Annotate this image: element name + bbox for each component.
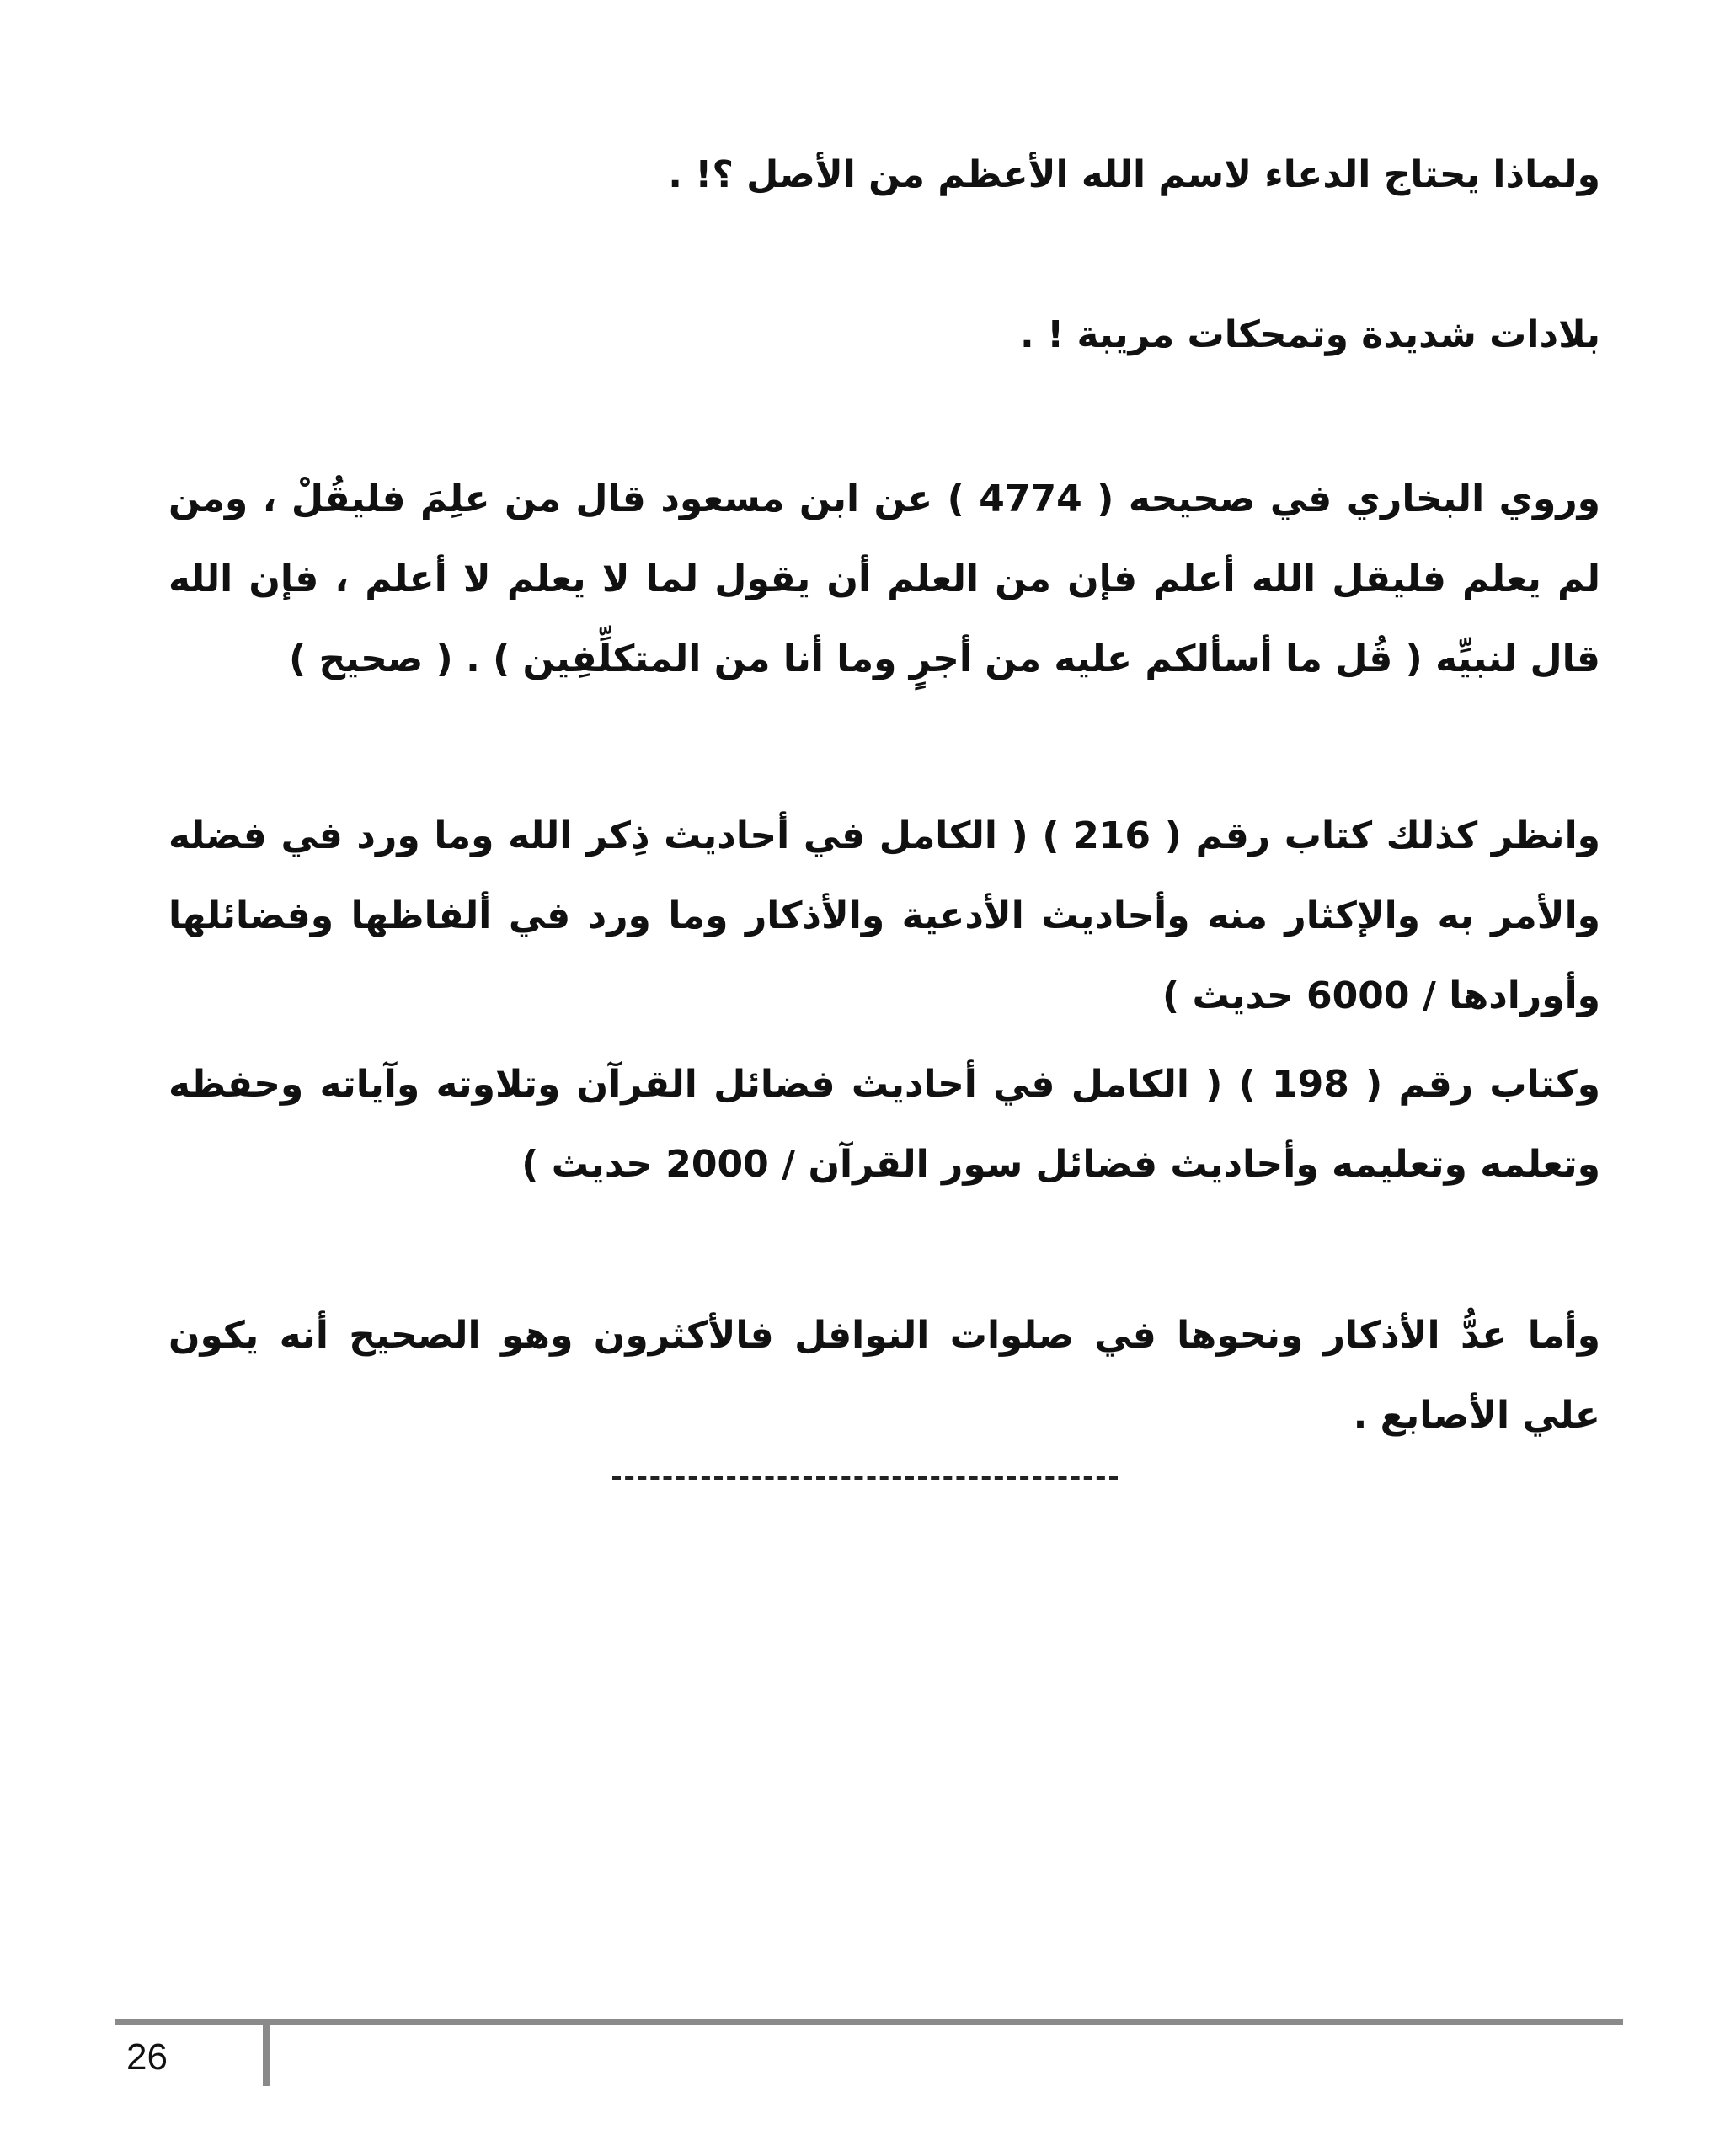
footer-rule (115, 2019, 1623, 2025)
paragraph-6: وأما عدُّ الأذكار ونحوها في صلوات النوافل فالأكثرون وهو الصحيح أنه يكون علي الأصابع . (168, 1314, 1600, 1437)
section-separator (612, 1476, 1118, 1485)
paragraph-3: وروي البخاري في صحيحه ( 4774 ) عن ابن مسعود قال من علِمَ فليقُلْ ، ومن لم يعلم فليقل الله أعلم فإن من العلم أن يقول لما لا يعلم لا أعلم ، فإن الله قال لنبيِّه ( قُل ما أسألكم عليه من أجرٍ وما أنا من المتكلِّفِين ) . ( صحيح ) (168, 478, 1601, 680)
paragraph-4: وانظر كذلك كتاب رقم ( 216 ) ( الكامل في أحاديث ذِكر الله وما ورد في فضله والأمر به والإكثار منه وأحاديث الأدعية والأذكار وما ورد في ألفاظها وفضائلها وأورادها / 6000 حديث ) (168, 814, 1600, 1017)
footer-divider-tick (263, 2019, 270, 2086)
page-number: 26 (126, 2036, 168, 2078)
paragraph-1: ولماذا يحتاج الدعاء لاسم الله الأعظم من الأصل ؟! . (668, 153, 1600, 196)
paragraph-2: بلادات شديدة وتمحكات مريبة ! . (1020, 313, 1600, 356)
paragraph-5: وكتاب رقم ( 198 ) ( الكامل في أحاديث فضائل القرآن وتلاوته وآياته وحفظه وتعلمه وتعليمه وأحاديث فضائل سور القرآن / 2000 حديث ) (168, 1063, 1601, 1186)
